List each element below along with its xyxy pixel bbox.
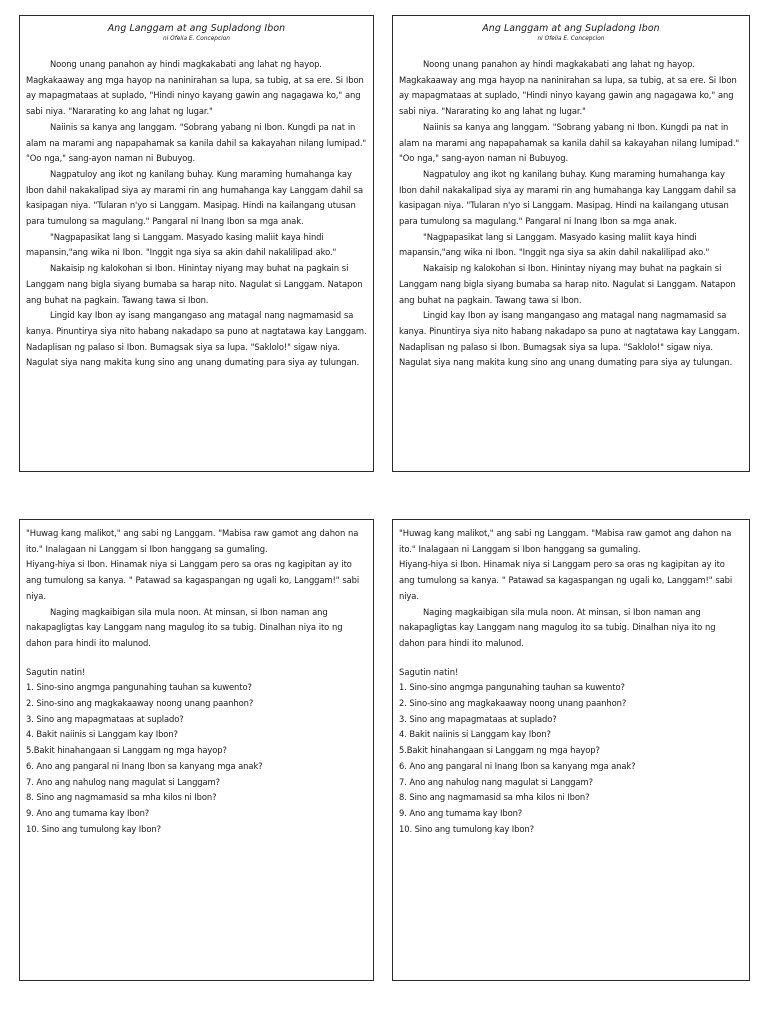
question-item: 10. Sino ang tumulong kay Ibon? <box>399 823 534 834</box>
story-paragraph: "Nagpapasikat lang si Langgam. Masyado kasing maliit kaya hindi mapansin,"ang wika ni Ibon. "Inggit nga siya sa akin dahil nakalilipad ako." <box>26 231 337 258</box>
story-paragraph: Hiyang-hiya si Ibon. Hinamak niya si Langgam pero sa oras ng kagipitan ay ito ang tumulong sa kanya. " Patawad sa kagaspangan ng ugali ko, Langgam!" sabi niya. <box>26 559 360 601</box>
question-item: 2. Sino-sino ang magkakaaway noong unang paanhon? <box>26 698 254 709</box>
question-item: 2. Sino-sino ang magkakaaway noong unang paanhon? <box>399 698 627 709</box>
story-paragraph: Lingid kay Ibon ay isang mangangaso ang matagal nang nagmamasid sa kanya. Pinuntirya siya nito habang nakadapo sa puno at nagtatawa kay Langgam. Nadaplisan ng palaso si Ibon. Bumagsak siya sa lupa. "Saklolo!" sigaw niya. Nagulat siya nang makita kung sino ang unang dumating para siya ay tulungan. <box>26 310 367 368</box>
question-item: 6. Ano ang pangaral ni Inang Ibon sa kanyang mga anak? <box>26 760 263 771</box>
story-card-top-right <box>392 15 750 472</box>
story-paragraph: Nagpatuloy ang ikot ng kanilang buhay. Kung maraming humahanga kay Ibon dahil nakakalipad siya ay marami rin ang humahanga kay Langgam dahil sa kasipagan niya. "Tularan n'yo si Langgam. Masipag. Hindi na kailangang utusan para tumulong sa magulang." Pangaral ni Inang Ibon sa mga anak. <box>399 168 736 227</box>
story-author: ni Ofelia E. Concepcion <box>163 36 230 42</box>
story-paragraph: Naging magkaibigan sila mula noon. At minsan, si Ibon naman ang nakapagligtas kay Langgam nang magulog ito sa tubig. Dinalhan niya ito ng dahon para hindi ito malunod. <box>26 606 343 648</box>
story-paragraph: Nakaisip ng kalokohan si Ibon. Hinintay niyang may buhat na pagkain si Langgam nang bigla siyang bumaba sa harap nito. Nagulat si Langgam. Natapon ang buhat na pagkain. Tawang tawa si Ibon. <box>399 263 736 305</box>
question-item: 1. Sino-sino angmga pangunahing tauhan sa kuwento? <box>399 682 625 693</box>
story-paragraph: Nagpatuloy ang ikot ng kanilang buhay. Kung maraming humahanga kay Ibon dahil nakakalipad siya ay marami rin ang humahanga kay Langgam dahil sa kasipagan niya. "Tularan n'yo si Langgam. Masipag. Hindi na kailangang utusan para tumulong sa magulang." Pangaral ni Inang Ibon sa mga anak. <box>26 168 363 227</box>
story-card-top-left <box>19 15 374 472</box>
story-card-bottom-right <box>392 519 750 981</box>
question-item: 5.Bakit hinahangaan si Langgam ng mga hayop? <box>399 745 600 756</box>
question-item: 4. Bakit naiinis si Langgam kay Ibon? <box>26 729 178 740</box>
question-item: 3. Sino ang mapagmataas at suplado? <box>399 713 557 724</box>
questions-heading: Sagutin natin! <box>26 666 86 677</box>
question-item: 8. Sino ang nagmamasid sa mha kilos ni Ibon? <box>399 792 590 803</box>
story-paragraph: "Huwag kang malikot," ang sabi ng Langgam. "Mabisa raw gamot ang dahon na ito." Inalagaan ni Langgam si Ibon hanggang sa gumaling. <box>26 528 359 554</box>
story-title: Ang Langgam at ang Supladong Ibon <box>107 23 286 34</box>
question-item: 5.Bakit hinahangaan si Langgam ng mga hayop? <box>26 745 227 756</box>
question-item: 6. Ano ang pangaral ni Inang Ibon sa kanyang mga anak? <box>399 760 636 771</box>
story-paragraph: "Nagpapasikat lang si Langgam. Masyado kasing maliit kaya hindi mapansin,"ang wika ni Ibon. "Inggit nga siya sa akin dahil nakalilipad ako." <box>399 231 710 258</box>
question-item: 7. Ano ang nahulog nang magulat si Langgam? <box>399 776 593 787</box>
questions-list <box>399 680 743 837</box>
question-item: 1. Sino-sino angmga pangunahing tauhan sa kuwento? <box>26 682 252 693</box>
story-paragraph: Naiinis sa kanya ang langgam. "Sobrang yabang ni Ibon. Kungdi pa nat in alam na marami ang napapahamak sa kanila dahil sa kakayahan nilang lumipad." "Oo nga," sang-ayon naman ni Bubuyog. <box>399 121 740 164</box>
question-item: 9. Ano ang tumama kay Ibon? <box>399 807 523 818</box>
question-item: 7. Ano ang nahulog nang magulat si Langgam? <box>26 776 220 787</box>
story-card-bottom-left <box>19 519 374 981</box>
question-item: 8. Sino ang nagmamasid sa mha kilos ni Ibon? <box>26 792 217 803</box>
story-paragraph: "Huwag kang malikot," ang sabi ng Langgam. "Mabisa raw gamot ang dahon na ito." Inalagaan ni Langgam si Ibon hanggang sa gumaling. <box>399 528 732 554</box>
questions-list <box>26 680 367 837</box>
question-item: 9. Ano ang tumama kay Ibon? <box>26 807 150 818</box>
story-paragraph: Nakaisip ng kalokohan si Ibon. Hinintay niyang may buhat na pagkain si Langgam nang bigla siyang bumaba sa harap nito. Nagulat si Langgam. Natapon ang buhat na pagkain. Tawang tawa si Ibon. <box>26 263 363 305</box>
story-title: Ang Langgam at ang Supladong Ibon <box>482 23 660 34</box>
story-paragraph: Naiinis sa kanya ang langgam. "Sobrang yabang ni Ibon. Kungdi pa nat in alam na marami ang napapahamak sa kanila dahil sa kakayahan nilang lumipad." "Oo nga," sang-ayon naman ni Bubuyog. <box>26 121 367 164</box>
question-item: 10. Sino ang tumulong kay Ibon? <box>26 823 161 834</box>
story-paragraph: Hiyang-hiya si Ibon. Hinamak niya si Langgam pero sa oras ng kagipitan ay ito ang tumulong sa kanya. " Patawad sa kagaspangan ng ugali ko, Langgam!" sabi niya. <box>399 559 733 601</box>
story-paragraph: Lingid kay Ibon ay isang mangangaso ang matagal nang nagmamasid sa kanya. Pinuntirya siya nito habang nakadapo sa puno at nagtatawa kay Langgam. Nadaplisan ng palaso si Ibon. Bumagsak siya sa lupa. "Saklolo!" sigaw niya. Nagulat siya nang makita kung sino ang unang dumating para siya ay tulungan. <box>399 310 740 368</box>
question-item: 3. Sino ang mapagmataas at suplado? <box>26 713 184 724</box>
question-item: 4. Bakit naiinis si Langgam kay Ibon? <box>399 729 551 740</box>
story-paragraph: Noong unang panahon ay hindi magkakabati ang lahat ng hayop. Magkakaaway ang mga hayop na naninirahan sa lupa, sa tubig, at sa ere. Si Ibon ay mapagmataas at suplado, "Hindi ninyo kayang gawin ang nagagawa ko," ang sabi niya. "Nararating ko ang lahat ng lugar." <box>399 59 737 117</box>
questions-heading: Sagutin natin! <box>399 666 459 677</box>
story-author: ni Ofelia E. Concepcion <box>537 36 605 42</box>
story-paragraph: Noong unang panahon ay hindi magkakabati ang lahat ng hayop. Magkakaaway ang mga hayop na naninirahan sa lupa, sa tubig, at sa ere. Si Ibon ay mapagmataas at suplado, "Hindi ninyo kayang gawin ang nagagawa ko," ang sabi niya. "Nararating ko ang lahat ng lugar." <box>26 59 364 117</box>
story-paragraph: Naging magkaibigan sila mula noon. At minsan, si Ibon naman ang nakapagligtas kay Langgam nang magulog ito sa tubig. Dinalhan niya ito ng dahon para hindi ito malunod. <box>399 606 716 648</box>
